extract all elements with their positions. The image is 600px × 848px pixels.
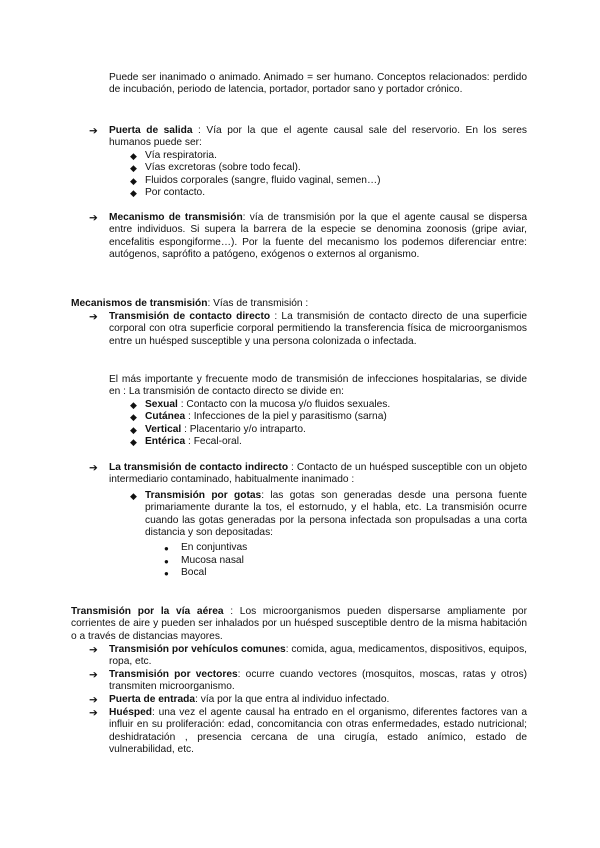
diamond-bullet-icon: ◆ <box>130 425 137 435</box>
dot-bullet-icon: ● <box>164 569 169 578</box>
final-item <box>109 694 527 706</box>
contacto-item-term: Entérica <box>145 436 186 447</box>
mecanismos-text: : Vías de transmisión : <box>207 298 309 309</box>
mecanismo-text: : vía de transmisión por la que el agente causal se dispersa entre individuos. Si supera la barrera de la especie se denomina zoonosis (gripe aviar, encefalitis espongiforme…). Por la fuente del mecanismo los podemos diferenciar entre: autógenos, saprófito a patógeno, exógenos o externos al organismo. <box>109 212 527 260</box>
contacto-indirecto-text: : Contacto de un huésped susceptible con un objeto intermediario contaminado, habitualmente inanimado : <box>109 462 528 486</box>
mecanismo-paragraph <box>109 212 527 261</box>
salida-item: Fluidos corporales (sangre, fluido vaginal, semen…) <box>145 175 381 186</box>
arrow-bullet-icon: ➔ <box>89 694 98 706</box>
arrow-bullet-icon: ➔ <box>89 707 98 719</box>
gotas-sub-item: Mucosa nasal <box>181 555 244 566</box>
final-item-term: Huésped <box>109 707 153 718</box>
contacto-item <box>145 399 390 411</box>
diamond-bullet-icon: ◆ <box>130 163 137 173</box>
contacto-item <box>145 411 387 423</box>
contacto-item-text: : Placentario y/o intraparto. <box>181 424 306 435</box>
diamond-bullet-icon: ◆ <box>130 176 137 186</box>
diamond-bullet-icon: ◆ <box>130 400 137 410</box>
contacto-item-text: : Fecal-oral. <box>185 436 242 447</box>
gotas-paragraph <box>145 490 527 539</box>
final-item <box>109 669 527 694</box>
dot-bullet-icon: ● <box>164 544 169 553</box>
contacto-directo-paragraph <box>109 311 527 348</box>
salida-term: Puerta de salida <box>109 125 193 136</box>
salida-item: Vías excretoras (sobre todo fecal). <box>145 162 301 173</box>
diamond-bullet-icon: ◆ <box>130 188 137 198</box>
final-item-term: Transmisión por vehículos comunes <box>109 644 286 655</box>
contacto-indirecto-paragraph <box>109 462 527 487</box>
dot-bullet-icon: ● <box>164 557 169 566</box>
mecanismo-term: Mecanismo de transmisión <box>109 212 243 223</box>
arrow-bullet-icon: ➔ <box>89 669 98 681</box>
final-item <box>109 644 527 669</box>
final-item-text: : ocurre cuando vectores (mosquitos, moscas, ratas y otros) transmiten microorganismo. <box>109 669 527 693</box>
salida-item: Vía respiratoria. <box>145 150 217 161</box>
gotas-text: : las gotas son generadas desde una persona fuente primariamente durante la tos, el estornudo, y el habla, etc. La transmisión ocurre cuando las gotas generadas por la persona infectada son propulsadas a una corta distancia y son depositadas: <box>145 490 527 538</box>
final-item-text: : una vez el agente causal ha entrado en el organismo, diferentes factores van a influir en su proliferación: edad, concomitancia con otras enfermedades, estado nutricional; deshidratación , presencia cercana de una cirugía, estado anímico, estado de vulnerabilidad, etc. <box>109 707 527 755</box>
intro-paragraph: Puede ser inanimado o animado. Animado = ser humano. Conceptos relacionados: perdido de incubación, periodo de latencia, portador, portador sano y portador crónico. <box>109 72 527 96</box>
final-item-term: Puerta de entrada <box>109 694 196 705</box>
mecanismos-heading <box>71 298 531 310</box>
final-item-term: Transmisión por vectores <box>109 669 238 680</box>
diamond-bullet-icon: ◆ <box>130 151 137 161</box>
gotas-sub-item: En conjuntivas <box>181 542 248 553</box>
contacto-directo-term: Transmisión de contacto directo <box>109 311 271 322</box>
gotas-term: Transmisión por gotas <box>145 490 262 501</box>
contacto-indirecto-term: La transmisión de contacto indirecto <box>109 462 289 473</box>
diamond-bullet-icon: ◆ <box>130 437 137 447</box>
mecanismos-term: Mecanismos de transmisión <box>71 298 208 309</box>
contacto-item-term: Cutánea <box>145 411 186 422</box>
contacto-directo-text: : La transmisión de contacto directo de una superficie corporal con otra superficie corporal permitiendo la transferencia física de microorganismos entre un huésped susceptible y una persona colonizada o infectada. <box>109 311 527 347</box>
contacto-item-text: : Contacto con la mucosa y/o fluidos sexuales. <box>177 399 391 410</box>
final-item-text: : vía por la que entra al individuo infectado. <box>195 694 390 705</box>
contacto-item <box>145 424 306 436</box>
diamond-bullet-icon: ◆ <box>130 412 137 422</box>
contacto-directo-para2: El más importante y frecuente modo de transmisión de infecciones hospitalarias, se divide en : La transmisión de contacto directo se divide en: <box>109 374 527 398</box>
contacto-item-text: : Infecciones de la piel y parasitismo (sarna) <box>185 411 387 422</box>
final-item-text: : comida, agua, medicamentos, dispositivos, equipos, ropa, etc. <box>109 644 527 668</box>
salida-text: : Vía por la que el agente causal sale del reservorio. En los seres humanos puede ser: <box>109 125 527 149</box>
contacto-item <box>145 436 242 448</box>
aerea-term: Transmisión por la vía aérea <box>71 606 224 617</box>
arrow-bullet-icon: ➔ <box>89 212 98 224</box>
arrow-bullet-icon: ➔ <box>89 125 98 137</box>
salida-item: Por contacto. <box>145 187 206 198</box>
contacto-item-term: Sexual <box>145 399 178 410</box>
aerea-paragraph <box>71 606 527 643</box>
arrow-bullet-icon: ➔ <box>89 311 98 323</box>
final-item <box>109 707 527 756</box>
diamond-bullet-icon: ◆ <box>130 491 137 501</box>
contacto-item-term: Vertical <box>145 424 182 435</box>
gotas-sub-item: Bocal <box>181 567 207 578</box>
salida-paragraph <box>109 125 527 150</box>
arrow-bullet-icon: ➔ <box>89 644 98 656</box>
aerea-text: : Los microorganismos pueden dispersarse ampliamente por corrientes de aire y pueden ser inhalados por un huésped susceptible dentro de la misma habitación o a través de distancias mayores. <box>71 606 527 642</box>
arrow-bullet-icon: ➔ <box>89 462 98 474</box>
